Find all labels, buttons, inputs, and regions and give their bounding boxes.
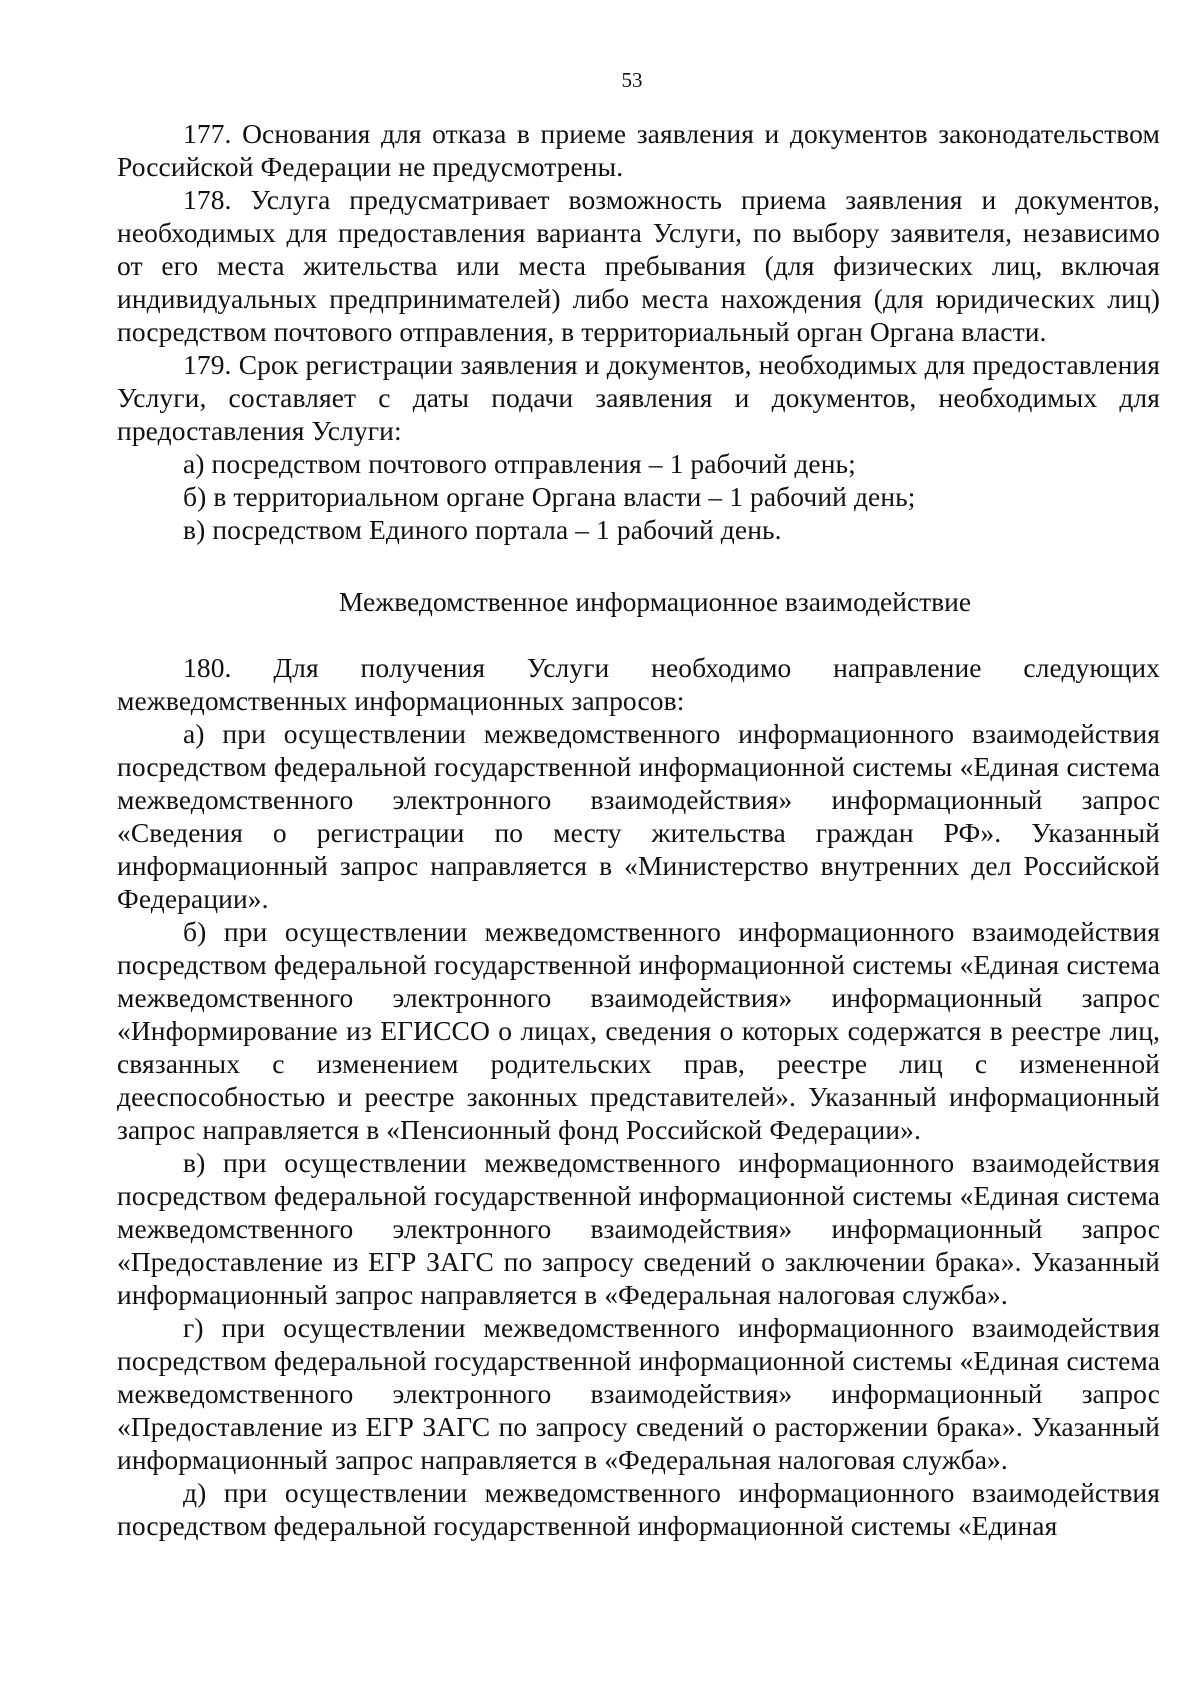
paragraph-178: 178. Услуга предусматривает возможность приема заявления и документов, необходимых для предоставления варианта Услуги, по выбору заявителя, независимо от его места жительства или места пребывания (для физических лиц, включая индивидуальных предпринимателей) либо места нахождения (для юридических лиц) посредством почтового отправления, в территориальный орган Органа власти. (117, 184, 1160, 347)
list-item-v: в) посредством Единого портала – 1 рабочий день. (183, 514, 782, 545)
request-item-b: б) при осуществлении межведомственного информационного взаимодействия посредством федеральной государственной информационной системы «Единая система межведомственного электронного взаимодействия» информационный запрос «Информирование из ЕГИССО о лицах, сведения о которых содержатся в реестре лиц, связанных с изменением родительских прав, реестре лиц с измененной дееспособностью и реестре законных представителей». Указанный информационный запрос направляется в «Пенсионный фонд Российской Федерации». (117, 916, 1160, 1145)
page-number: 53 (621, 68, 643, 92)
document-body (117, 117, 1160, 1542)
section-heading: Межведомственное информационное взаимодействие (338, 586, 972, 617)
request-item-g: г) при осуществлении межведомственного информационного взаимодействия посредством федеральной государственной информационной системы «Единая система межведомственного электронного взаимодействия» информационный запрос «Предоставление из ЕГР ЗАГС по запросу сведений о расторжении брака». Указанный информационный запрос направляется в «Федеральная налоговая служба». (117, 1312, 1160, 1475)
request-item-v: в) при осуществлении межведомственного информационного взаимодействия посредством федеральной государственной информационной системы «Единая система межведомственного электронного взаимодействия» информационный запрос «Предоставление из ЕГР ЗАГС по запросу сведений о заключении брака». Указанный информационный запрос направляется в «Федеральная налоговая служба». (117, 1147, 1160, 1310)
list-item-a: а) посредством почтового отправления – 1 рабочий день; (183, 448, 856, 479)
paragraph-180: 180. Для получения Услуги необходимо направление следующих межведомственных информационных запросов: (117, 652, 1160, 716)
request-item-d: д) при осуществлении межведомственного информационного взаимодействия посредством федеральной государственной информационной системы «Единая (117, 1477, 1160, 1541)
paragraph-179: 179. Срок регистрации заявления и документов, необходимых для предоставления Услуги, составляет с даты подачи заявления и документов, необходимых для предоставления Услуги: (117, 349, 1160, 446)
list-item-b: б) в территориальном органе Органа власти – 1 рабочий день; (183, 481, 916, 512)
paragraph-177: 177. Основания для отказа в приеме заявления и документов законодательством Российской Федерации не предусмотрены. (117, 118, 1160, 182)
request-item-a: а) при осуществлении межведомственного информационного взаимодействия посредством федеральной государственной информационной системы «Единая система межведомственного электронного взаимодействия» информационный запрос «Сведения о регистрации по месту жительства граждан РФ». Указанный информационный запрос направляется в «Министерство внутренних дел Российской Федерации». (117, 718, 1160, 914)
